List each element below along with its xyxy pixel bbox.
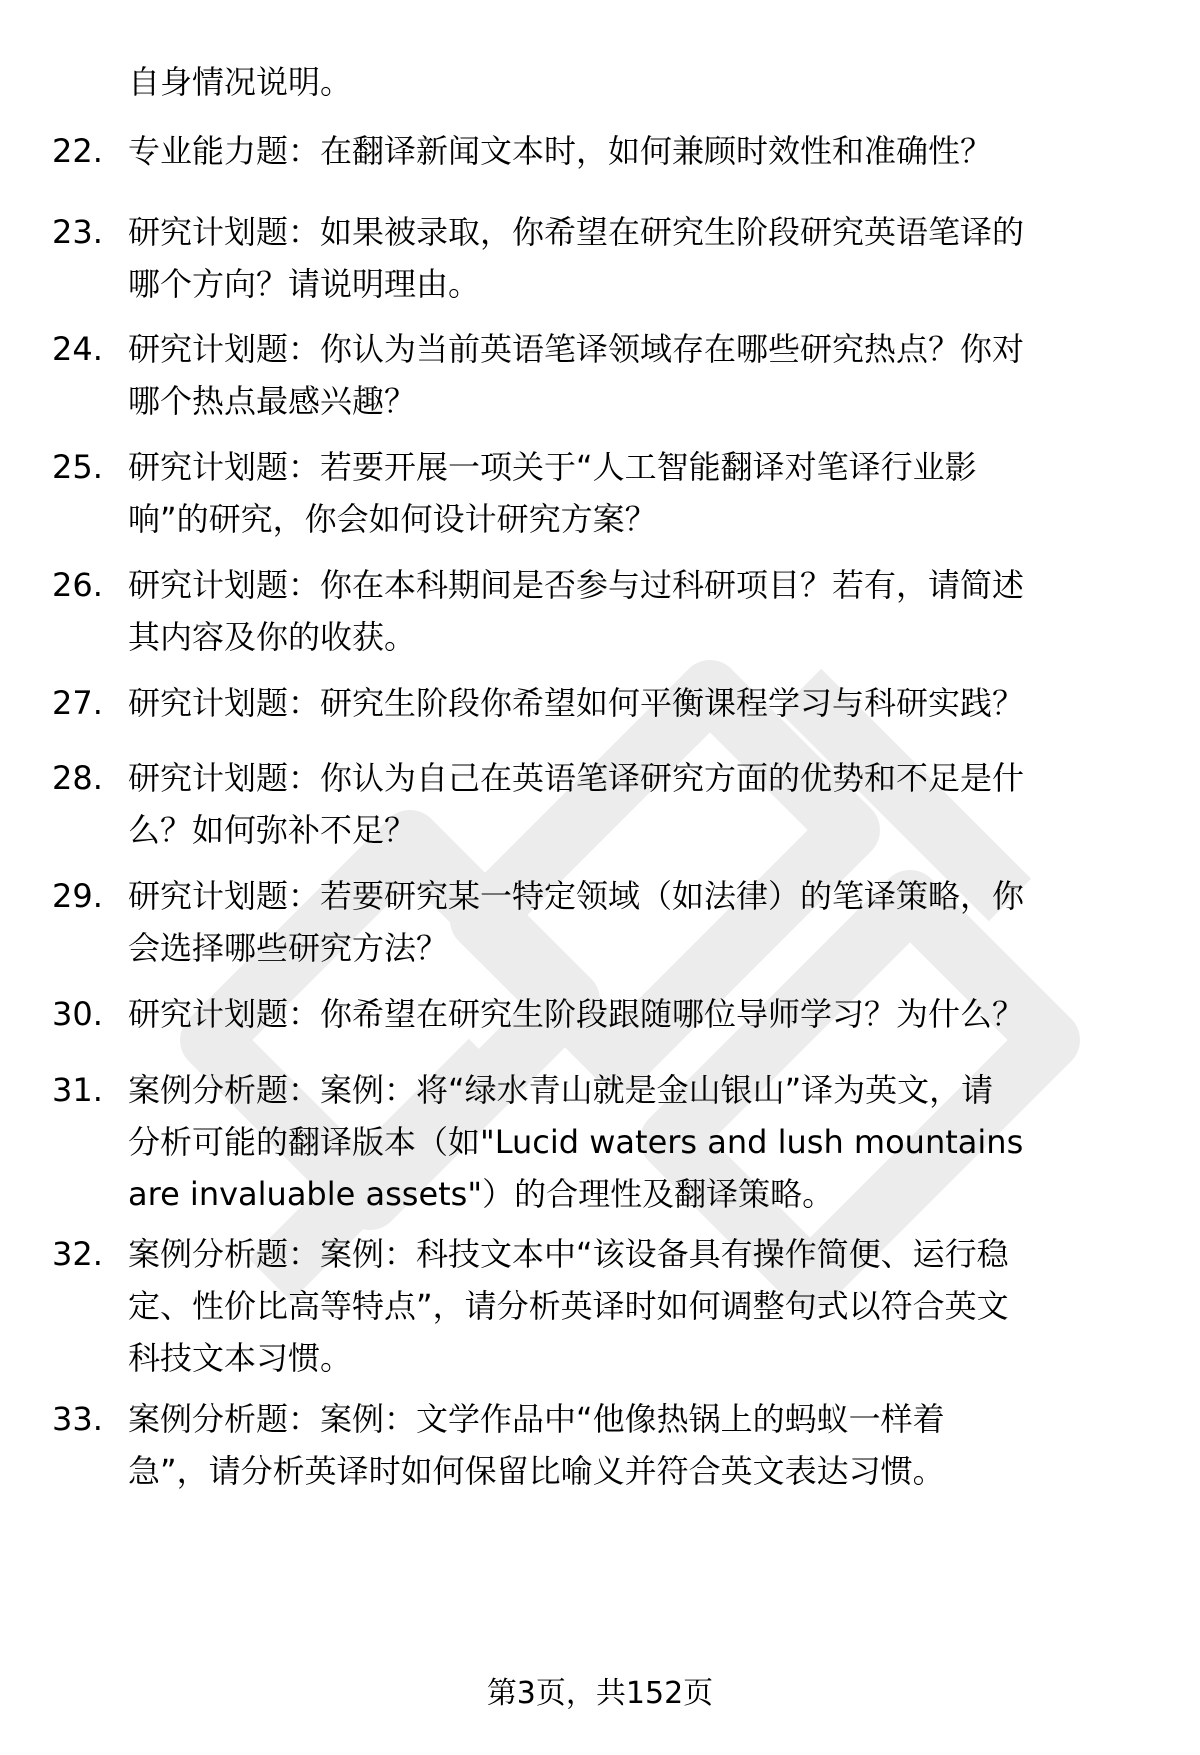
question-text-line: 定、性价比高等特点”，请分析英译时如何调整句式以符合英文 bbox=[128, 1287, 1009, 1325]
question-text-line: 哪个热点最感兴趣？ bbox=[128, 382, 417, 420]
question-text-line: 研究计划题：若要开展一项关于“人工智能翻译对笔译行业影 bbox=[128, 448, 977, 486]
question-text-line: 其内容及你的收获。 bbox=[128, 618, 417, 656]
question-text bbox=[128, 1393, 1148, 1497]
question-text bbox=[128, 1228, 1148, 1384]
question-text bbox=[128, 323, 1148, 427]
question-number: 24. bbox=[52, 330, 103, 368]
question-text-line: 研究计划题：研究生阶段你希望如何平衡课程学习与科研实践？ bbox=[128, 684, 1025, 722]
question-text-line: 么？如何弥补不足？ bbox=[128, 811, 417, 849]
question-text-line: 案例分析题：案例：将“绿水青山就是金山银山”译为英文，请 bbox=[128, 1071, 994, 1109]
question-text bbox=[128, 1064, 1148, 1220]
question-number: 28. bbox=[52, 759, 103, 797]
question-text-line: 案例分析题：案例：科技文本中“该设备具有操作简便、运行稳 bbox=[128, 1235, 1009, 1273]
question-text bbox=[128, 988, 1148, 1040]
question-text bbox=[128, 752, 1148, 856]
question-text-line: 科技文本习惯。 bbox=[128, 1339, 353, 1377]
question-number: 23. bbox=[52, 213, 103, 251]
question-text-line: 响”的研究，你会如何设计研究方案？ bbox=[128, 500, 657, 538]
question-text-line: 研究计划题：你认为当前英语笔译领域存在哪些研究热点？你对 bbox=[128, 330, 1025, 368]
question-number: 22. bbox=[52, 132, 103, 170]
question-text-line: 哪个方向？请说明理由。 bbox=[128, 265, 481, 303]
question-text-line: 会选择哪些研究方法？ bbox=[128, 929, 449, 967]
question-text-line: 急”，请分析英译时如何保留比喻义并符合英文表达习惯。 bbox=[128, 1452, 945, 1490]
question-text bbox=[128, 441, 1148, 545]
page-footer: 第3页，共152页 bbox=[486, 1676, 714, 1711]
question-text-line: 专业能力题：在翻译新闻文本时，如何兼顾时效性和准确性？ bbox=[128, 132, 993, 170]
question-number: 30. bbox=[52, 995, 103, 1033]
question-number: 32. bbox=[52, 1235, 103, 1273]
question-text-line: 分析可能的翻译版本（如"Lucid waters and lush mountains bbox=[128, 1123, 1024, 1161]
question-text-line: 案例分析题：案例：文学作品中“他像热锅上的蚂蚁一样着 bbox=[128, 1400, 945, 1438]
question-number: 31. bbox=[52, 1071, 103, 1109]
continuation-text: 自身情况说明。 bbox=[128, 63, 353, 101]
question-text-line: 研究计划题：若要研究某一特定领域（如法律）的笔译策略，你 bbox=[128, 877, 1025, 915]
question-text bbox=[128, 206, 1148, 310]
question-text bbox=[128, 559, 1148, 663]
question-text bbox=[128, 677, 1148, 729]
question-number: 27. bbox=[52, 684, 103, 722]
question-text-line: 研究计划题：你认为自己在英语笔译研究方面的优势和不足是什 bbox=[128, 759, 1025, 797]
question-number: 29. bbox=[52, 877, 103, 915]
question-text-line: 研究计划题：你在本科期间是否参与过科研项目？若有，请简述 bbox=[128, 566, 1025, 604]
question-text-line: 研究计划题：如果被录取，你希望在研究生阶段研究英语笔译的 bbox=[128, 213, 1025, 251]
question-text-line: are invaluable assets"）的合理性及翻译策略。 bbox=[128, 1175, 835, 1213]
question-text-line: 研究计划题：你希望在研究生阶段跟随哪位导师学习？为什么？ bbox=[128, 995, 1025, 1033]
question-number: 26. bbox=[52, 566, 103, 604]
question-text bbox=[128, 125, 1148, 177]
question-number: 33. bbox=[52, 1400, 103, 1438]
question-text bbox=[128, 870, 1148, 974]
question-number: 25. bbox=[52, 448, 103, 486]
